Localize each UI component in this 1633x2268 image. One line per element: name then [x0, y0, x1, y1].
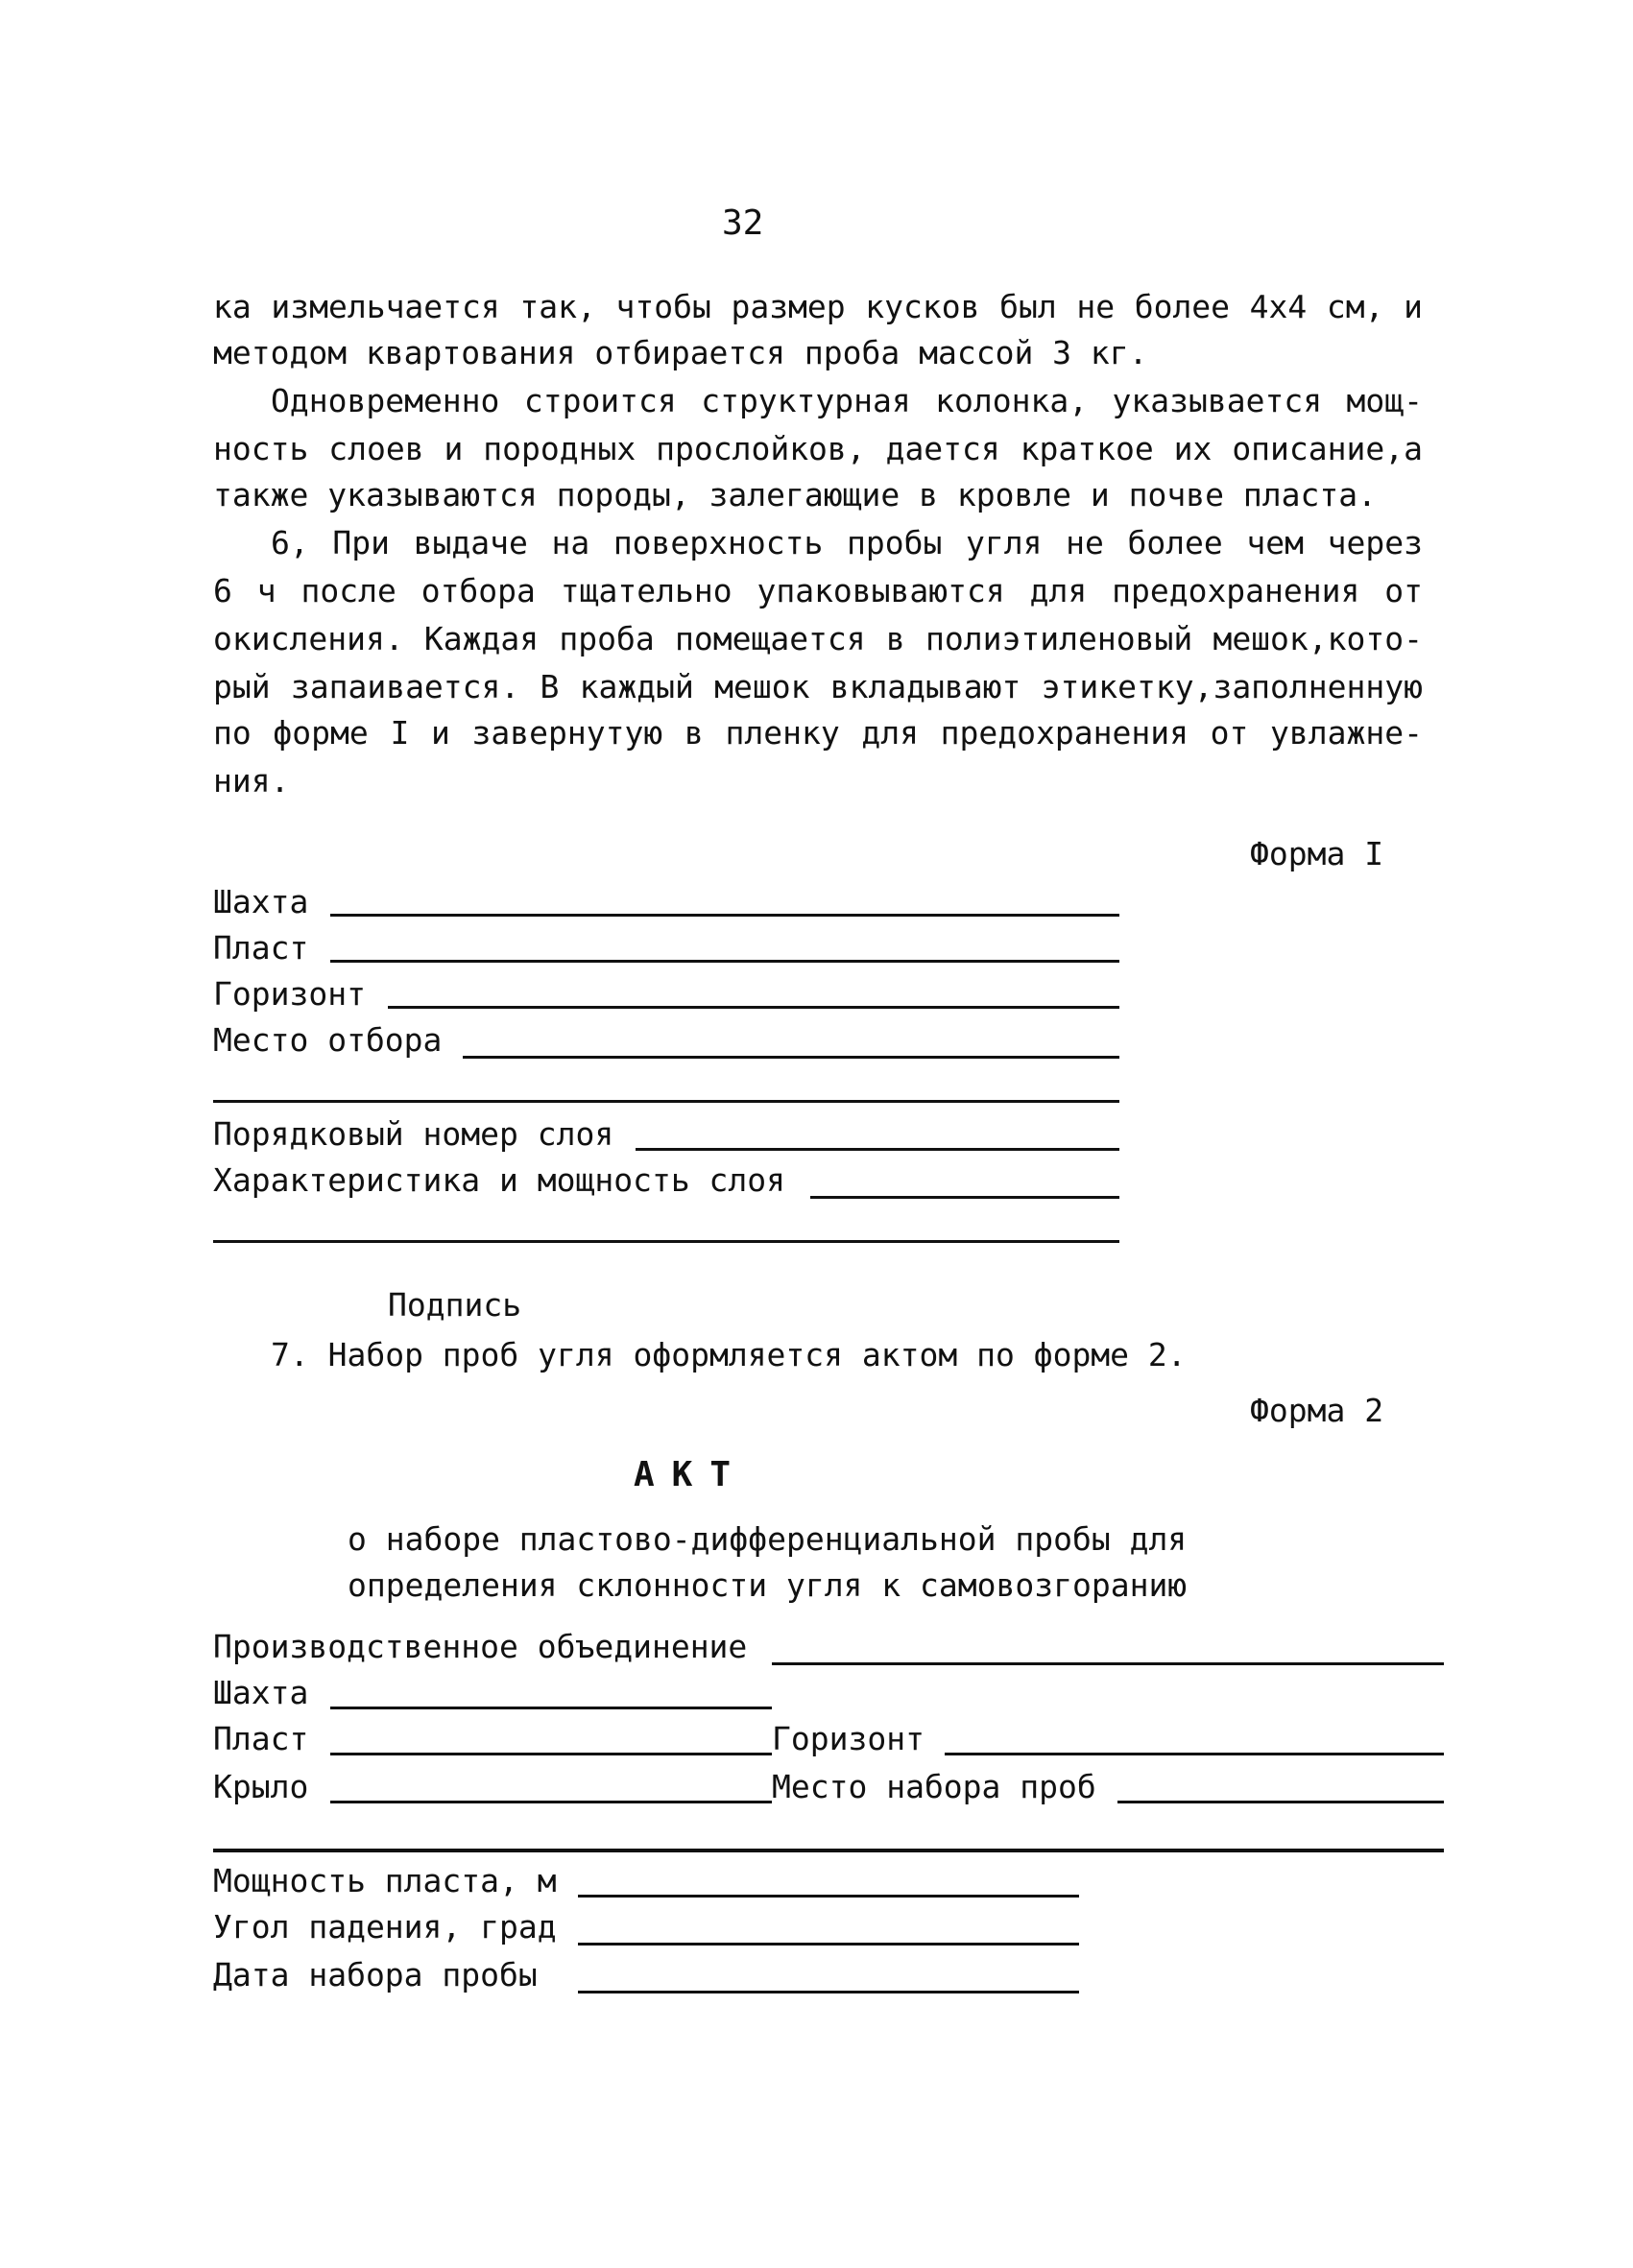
form1-layer-number-field	[636, 1148, 1119, 1151]
form1-horizon-label: Горизонт	[213, 975, 366, 1013]
paragraph-line: ка измельчается так, чтобы размер кусков был не более 4х4 см, и	[213, 288, 1423, 325]
form2-sampling-place-label: Место набора проб	[772, 1768, 1096, 1805]
page-number: 32	[722, 203, 764, 243]
paragraph-line: также указываются породы, залегающие в кровле и почве пласта.	[213, 476, 1377, 513]
form1-seam-field	[330, 960, 1119, 963]
form1-seam-label: Пласт	[213, 929, 309, 967]
form2-horizon-label: Горизонт	[772, 1720, 925, 1757]
paragraph-line: ния.	[213, 762, 290, 800]
form1-separator	[213, 1240, 1119, 1243]
form2-seam-field	[330, 1753, 772, 1755]
form2-sampling-date-label: Дата набора пробы	[213, 1956, 538, 1993]
form2-wing-field	[330, 1801, 772, 1803]
act-title: АКТ	[634, 1455, 749, 1494]
form2-mine-label: Шахта	[213, 1674, 309, 1711]
form2-dip-angle-label: Угол падения, град	[213, 1908, 557, 1946]
form1-mine-label: Шахта	[213, 883, 309, 920]
form1-signature-label: Подпись	[388, 1286, 522, 1324]
form2-sampling-place-field	[1117, 1801, 1444, 1803]
form2-mine-field	[330, 1707, 772, 1709]
paragraph-line: Одновременно строится структурная колонка, указывается мощ-	[271, 382, 1423, 419]
paragraph-line: 6 ч после отбора тщательно упаковываются для предохранения от	[213, 572, 1423, 609]
form2-sampling-date-field	[578, 1991, 1079, 1993]
form1-layer-characteristics-label: Характеристика и мощность слоя	[213, 1161, 786, 1199]
paragraph-line: по форме I и завернутую в пленку для предохранения от увлажне-	[213, 714, 1423, 752]
paragraph-line: ность слоев и породных прослойков, дается краткое их описание,а	[213, 430, 1423, 467]
paragraph-line: 6, При выдаче на поверхность пробы угля не более чем через	[271, 524, 1423, 561]
form2-separator	[213, 1849, 1444, 1852]
form2-seam-label: Пласт	[213, 1720, 309, 1757]
form2-horizon-field	[945, 1753, 1444, 1755]
form2-seam-thickness-field	[578, 1895, 1079, 1898]
paragraph-line: рый запаивается. В каждый мешок вкладывают этикетку,заполненную	[213, 668, 1423, 705]
form1-horizon-field	[388, 1006, 1119, 1009]
form1-sampling-place-label: Место отбора	[213, 1021, 443, 1059]
form1-label: Форма I	[1250, 835, 1384, 872]
form1-separator	[213, 1100, 1119, 1103]
form2-association-field	[772, 1662, 1444, 1665]
paragraph-line: методом квартования отбирается проба массой 3 кг.	[213, 334, 1148, 371]
act-subtitle-line: о наборе пластово-дифференциальной пробы для	[348, 1520, 1188, 1558]
form2-label: Форма 2	[1250, 1392, 1384, 1429]
form2-association-label: Производственное объединение	[213, 1628, 748, 1665]
item7-text: 7. Набор проб угля оформляется актом по форме 2.	[271, 1336, 1187, 1373]
form1-mine-field	[330, 914, 1119, 917]
form1-layer-number-label: Порядковый номер слоя	[213, 1115, 614, 1153]
form2-seam-thickness-label: Мощность пласта, м	[213, 1862, 557, 1899]
form2-dip-angle-field	[578, 1943, 1079, 1946]
form1-sampling-place-field	[463, 1056, 1119, 1059]
form2-wing-label: Крыло	[213, 1768, 309, 1805]
paragraph-line: окисления. Каждая проба помещается в полиэтиленовый мешок,кото-	[213, 620, 1423, 657]
form1-layer-characteristics-field	[810, 1196, 1119, 1199]
act-subtitle-line: определения склонности угля к самовозгоранию	[348, 1566, 1188, 1604]
